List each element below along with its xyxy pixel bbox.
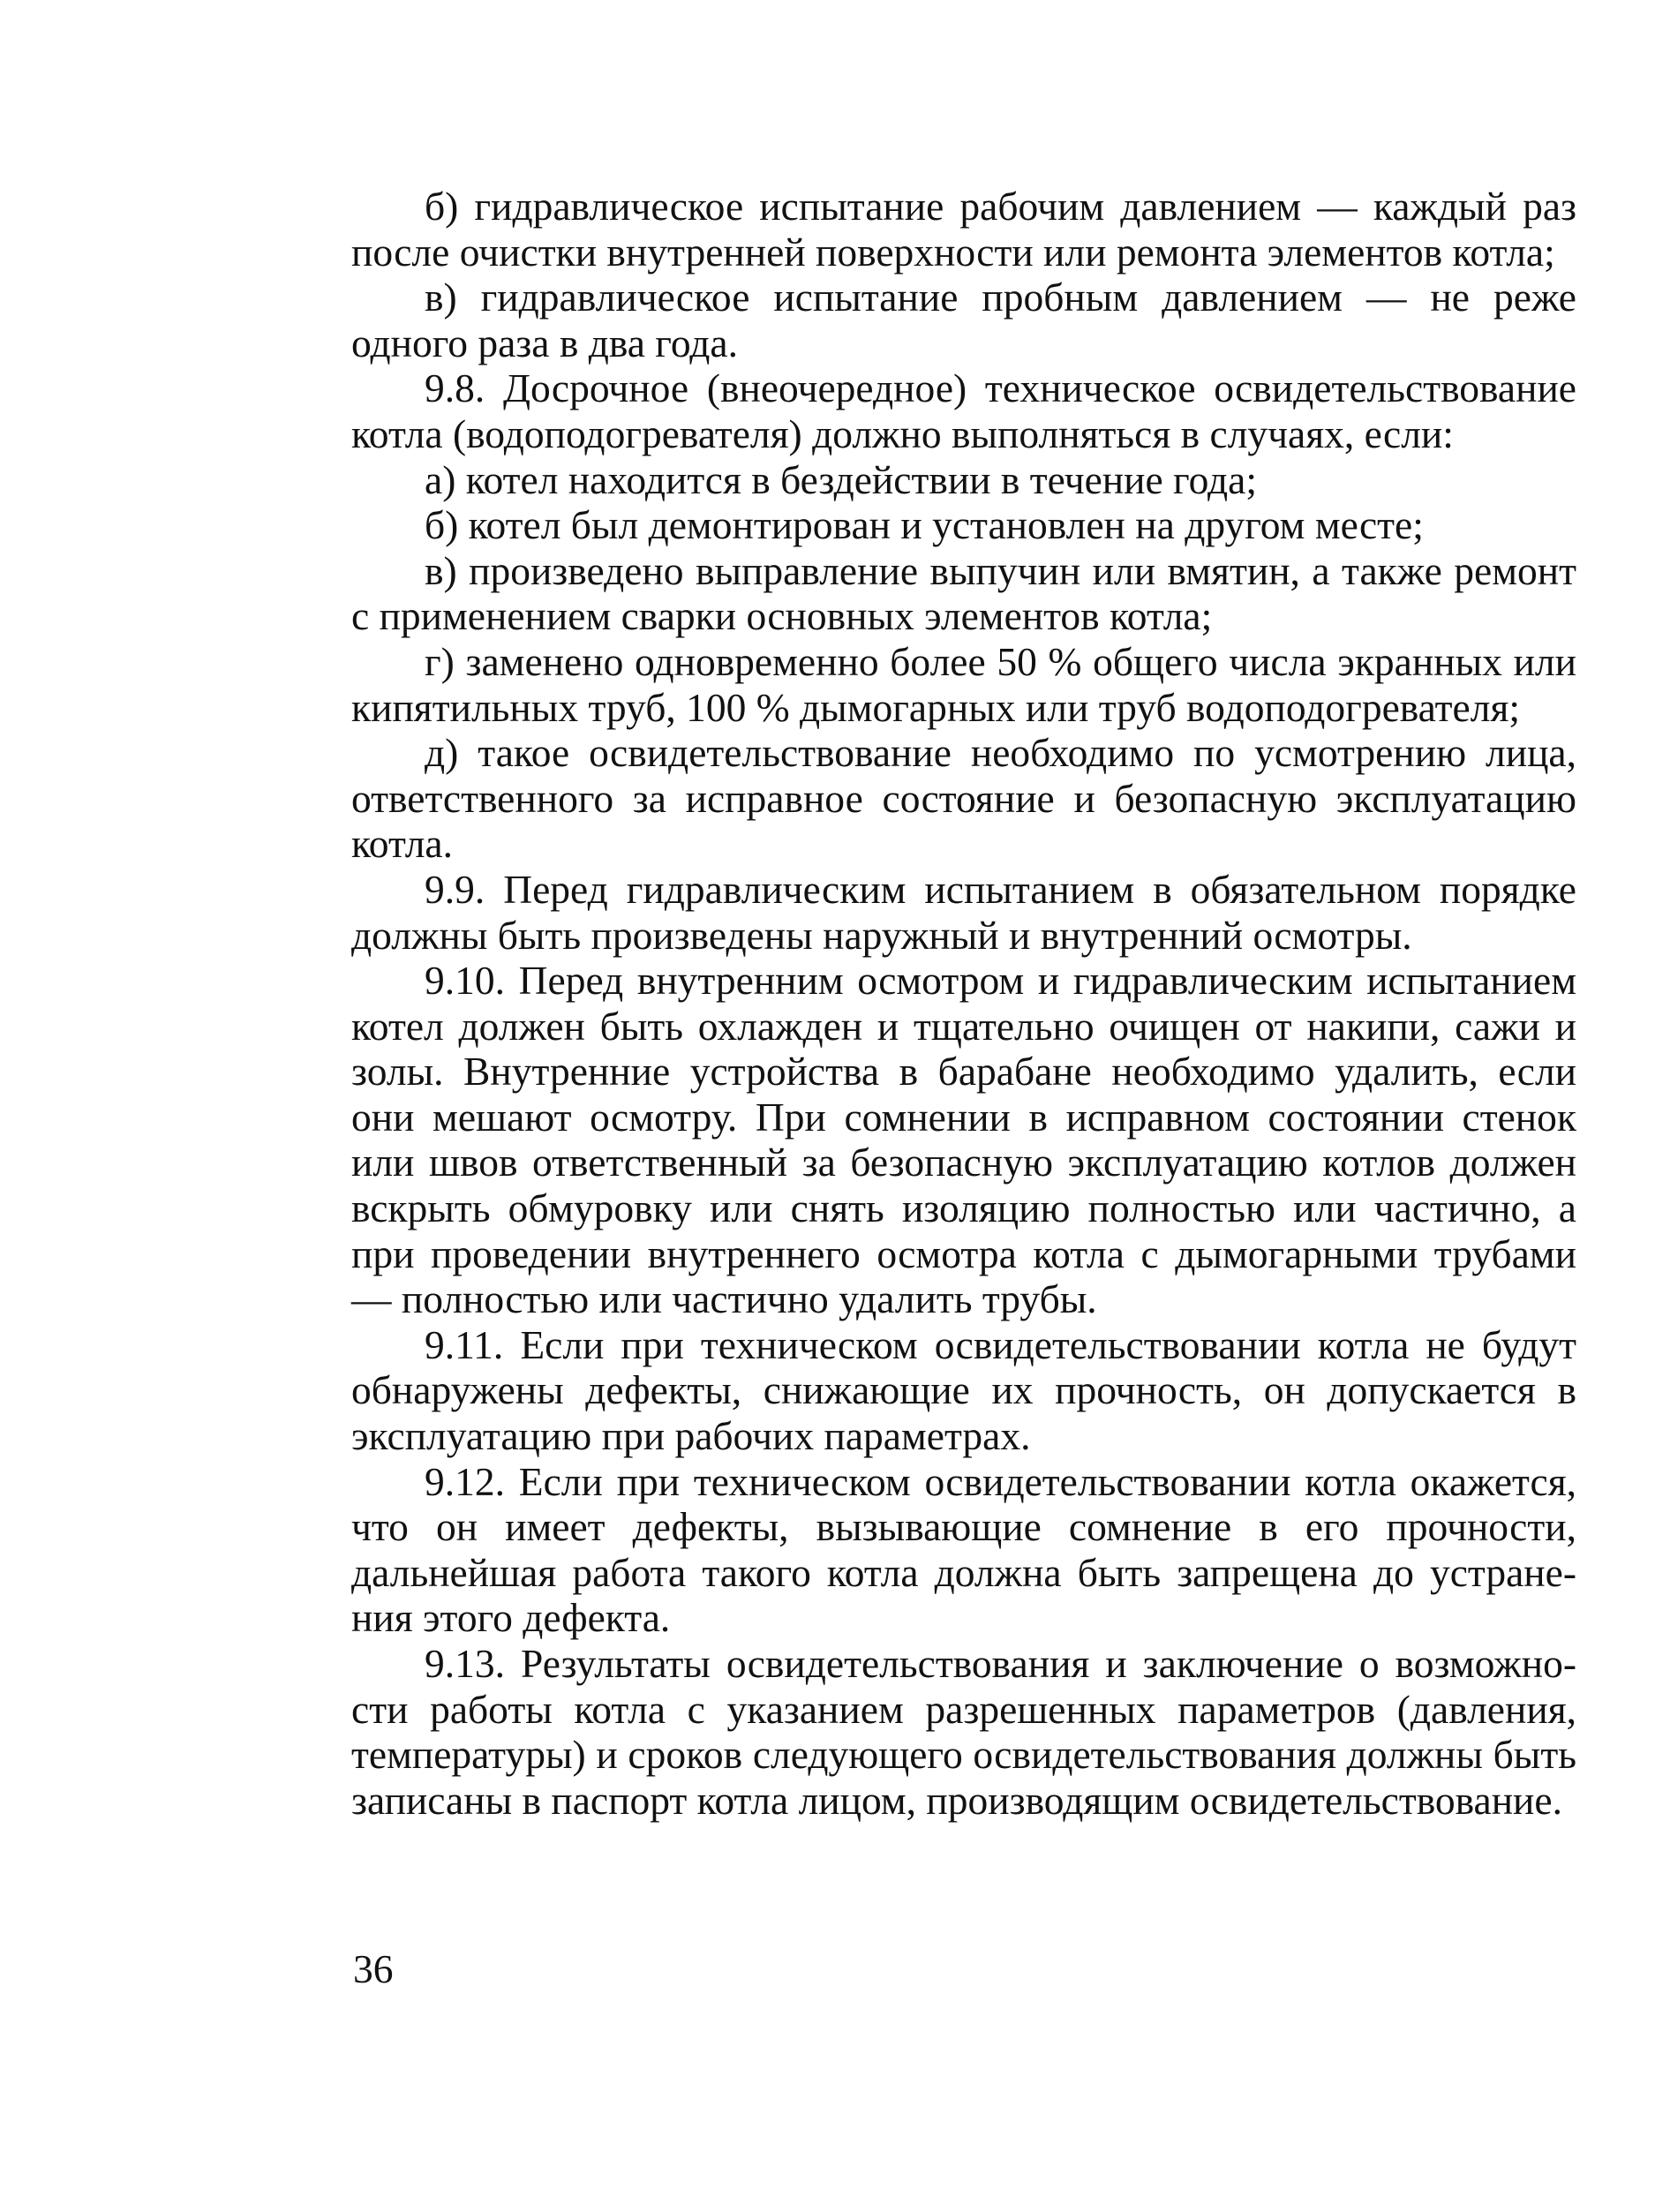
paragraph-9-8-d: д) такое освидетельствование необходимо по усмотрению лица, ответственного за исправное состояние и безопасную эксплуатацию котла. <box>351 730 1576 867</box>
paragraph-9-8-g: г) заменено одновременно более 50 % общего числа экранных или кипятильных труб, 100 % дымогарных или труб водоподогревателя; <box>351 638 1576 730</box>
paragraph-9-8-a: а) котел находится в бездействии в течение года; <box>425 456 1258 502</box>
paragraph-9-8-v: в) произведено выправление выпучин или вмятин, а также ремонт с применением сварки основных элементов котла; <box>351 547 1576 639</box>
paragraph-9-9: 9.9. Перед гидравлическим испытанием в обязательном порядке должны быть произведены наружный и внутренний осмотры. <box>351 866 1576 958</box>
paragraph-9-10: 9.10. Перед внутренним осмотром и гидравлическим испытанием котел должен быть охлажден и тщательно очищен от накипи, сажи и золы. Внутренние устройства в барабане необходимо удалить, если они мешают осмотру. При сомнении в исправном состоянии стенок или швов ответственный за безопасную эксплуатацию котлов должен вскрыть обмуровку или снять изоляцию полностью или частично, а при проведении внутреннего осмотра котла с дымогарными трубами — полностью или частично удалить трубы. <box>351 958 1576 1322</box>
paragraph-9-8-b: б) котел был демонтирован и установлен на другом месте; <box>425 502 1424 548</box>
page-number: 36 <box>353 1946 394 1991</box>
paragraph-9-13: 9.13. Результаты освидетельствования и заключение о возможности работы котла с указанием разрешенных параметров (давления, температуры) и сроков следующего освидетельствования должны быть записаны в паспорт котла лицом, производящим освидетельствование. <box>351 1641 1576 1823</box>
paragraph-item-b-hydraulic-working: б) гидравлическое испытание рабочим давлением — каждый раз после очистки внутренней поверхности или ремонта элементов котла; <box>351 184 1576 275</box>
paragraph-9-8: 9.8. Досрочное (внеочередное) техническое освидетельствование котла (водоподогревателя) должно выполняться в случаях, если: <box>351 365 1576 456</box>
body-text <box>351 184 1576 1823</box>
paragraph-item-v-hydraulic-test: в) гидравлическое испытание пробным давлением — не реже одного раза в два года. <box>351 275 1576 365</box>
paragraph-9-12: 9.12. Если при техническом освидетельствовании котла окажется, что он имеет дефекты, вызывающие сомнение в его прочности, дальнейшая работа такого котла должна быть запрещена до устранения этого дефекта. <box>351 1458 1576 1641</box>
paragraph-9-11: 9.11. Если при техническом освидетельствовании котла не будут обнаружены дефекты, снижающие их прочность, он допускается в эксплуатацию при рабочих параметрах. <box>351 1321 1576 1459</box>
